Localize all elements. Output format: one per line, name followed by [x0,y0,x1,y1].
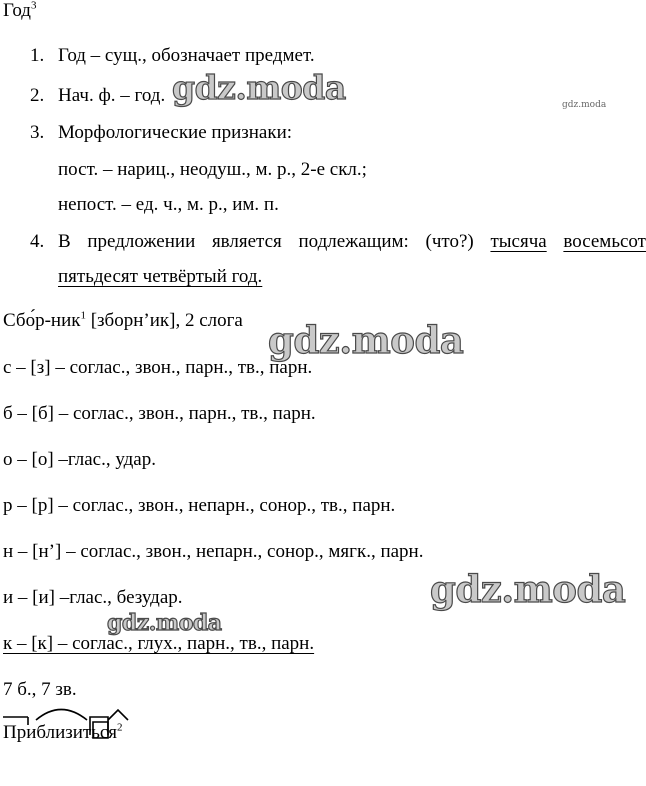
root-arc [36,710,87,721]
list-item-1: 1. Год – сущ., обозначает предмет. [30,45,315,66]
word-title-sbornik: Сбо́р-ник$^1$ [зборн’ик], 2 слога [3,309,243,331]
sound-row-s: с – [з] – соглас., звон., парн., тв., парн. [3,357,313,378]
watermark-small: gdz.moda [562,100,607,110]
list-item-4-line-1: В предложении является подлежащим: (что?) тысяча восемьсот [58,231,646,252]
postfix-caret [108,710,128,720]
letters-sounds-summary: 7 б., 7 зв. [3,679,77,700]
word-title-priblizitsya: Приблизиться$^2$ [3,721,123,743]
word-title-god: Год$^3$ [3,0,37,21]
sound-row-n: н – [н’] – соглас., звон., непарн., сонор., мягк., парн. [3,541,424,562]
watermark-logo: gdz.moda [430,567,626,611]
sound-row-b: б – [б] – соглас., звон., парн., тв., парн. [3,403,316,424]
sound-row-r: р – [р] – соглас., звон., непарн., сонор., тв., парн. [3,495,396,516]
subject-phrase-part-1: тысяча [490,231,547,252]
watermark-logo: gdz.moda [268,318,464,362]
watermark-logo: gdz.moda [107,610,222,636]
sound-row-k: к – [к] – соглас., глух., парн., тв., парн. [3,633,315,654]
sound-row-i: и – [и] –глас., безудар. [3,587,183,608]
constant-features-line: пост. – нариц., неодуш., м. р., 2-е скл.; [58,159,367,180]
subject-phrase-line-2: пятьдесят четвёртый год. [58,266,263,287]
list-item-3: 3. Морфологические признаки: [30,122,293,143]
subject-phrase-part-2: восемьсот [563,231,646,252]
sound-row-o: о – [о] –глас., удар. [3,449,156,470]
watermark-logo: gdz.moda [172,68,346,107]
list-item-2: 2. Нач. ф. – год. [30,85,166,106]
nonconstant-features-line: непост. – ед. ч., м. р., им. п. [58,194,279,215]
list-item-4: 4. В предложении является подлежащим: (что?) тысяча восемьсот [30,231,646,252]
